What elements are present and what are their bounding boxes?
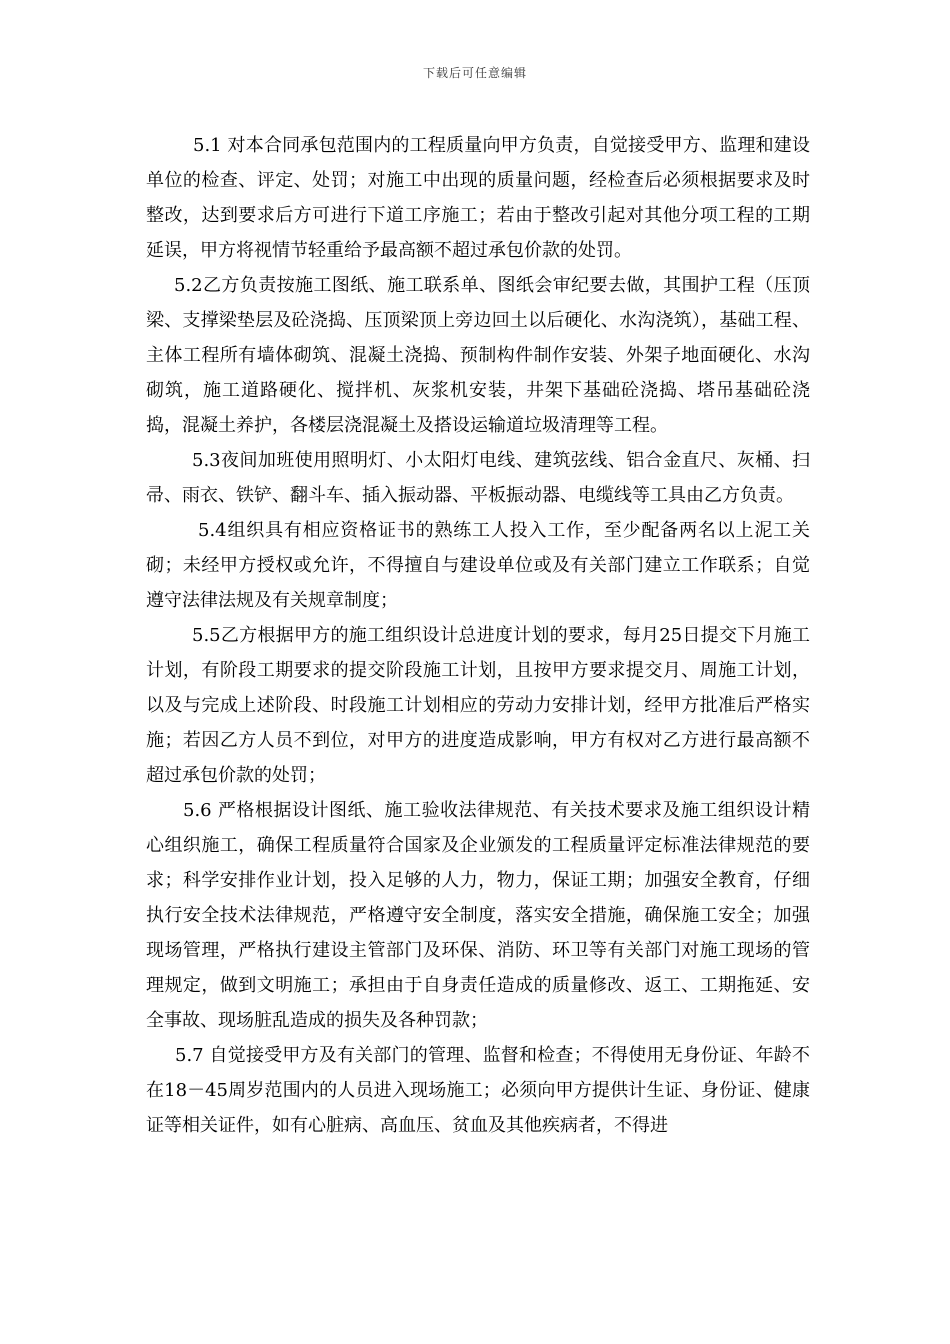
paragraph-5-3: 5.3夜间加班使用照明灯、小太阳灯电线、建筑弦线、铝合金直尺、灰桶、扫帚、雨衣、铁铲、翻斗车、插入振动器、平板振动器、电缆线等工具由乙方负责。 bbox=[146, 450, 810, 506]
paragraph-5-5: 5.5乙方根据甲方的施工组织设计总进度计划的要求，每月25日提交下月施工计划，有阶段工期要求的提交阶段施工计划，且按甲方要求提交月、周施工计划，以及与完成上述阶段、时段施工计划相应的劳动力安排计划，经甲方批准后严格实施；若因乙方人员不到位，对甲方的进度造成影响，甲方有权对乙方进行最高额不超过承包价款的处罚； bbox=[146, 625, 810, 786]
paragraph-5-7: 5.7 自觉接受甲方及有关部门的管理、监督和检查；不得使用无身份证、年龄不在18－45周岁范围内的人员进入现场施工；必须向甲方提供计生证、身份证、健康证等相关证件，如有心脏病、高血压、贫血及其他疾病者，不得进 bbox=[146, 1045, 810, 1136]
paragraph-5-1: 5.1 对本合同承包范围内的工程质量向甲方负责，自觉接受甲方、监理和建设单位的检查、评定、处罚；对施工中出现的质量问题，经检查后必须根据要求及时整改，达到要求后方可进行下道工序施工；若由于整改引起对其他分项工程的工期延误，甲方将视情节轻重给予最高额不超过承包价款的处罚。 bbox=[146, 135, 810, 261]
paragraph-5-4: 5.4组织具有相应资格证书的熟练工人投入工作，至少配备两名以上泥工关砌；未经甲方授权或允许，不得擅自与建设单位或及有关部门建立工作联系；自觉遵守法律法规及有关规章制度； bbox=[146, 520, 810, 611]
page-header: 下载后可任意编辑 bbox=[422, 66, 527, 80]
paragraph-5-2: 5.2乙方负责按施工图纸、施工联系单、图纸会审纪要去做，其围护工程（压顶梁、支撑梁垫层及砼浇捣、压顶梁顶上旁边回土以后硬化、水沟浇筑），基础工程、主体工程所有墙体砌筑、混凝土浇捣、预制构件制作安装、外架子地面硬化、水沟砌筑，施工道路硬化、搅拌机、灰浆机安装，井架下基础砼浇捣、塔吊基础砼浇捣，混凝土养护，各楼层浇混凝土及搭设运输道垃圾清理等工程。 bbox=[146, 275, 810, 436]
paragraph-5-6: 5.6 严格根据设计图纸、施工验收法律规范、有关技术要求及施工组织设计精心组织施工，确保工程质量符合国家及企业颁发的工程质量评定标准法律规范的要求；科学安排作业计划，投入足够的人力，物力，保证工期；加强安全教育，仔细执行安全技术法律规范，严格遵守安全制度，落实安全措施，确保施工安全；加强现场管理，严格执行建设主管部门及环保、消防、环卫等有关部门对施工现场的管理规定，做到文明施工；承担由于自身责任造成的质量修改、返工、工期拖延、安全事故、现场脏乱造成的损失及各种罚款； bbox=[146, 800, 810, 1031]
document-body bbox=[146, 128, 810, 1143]
